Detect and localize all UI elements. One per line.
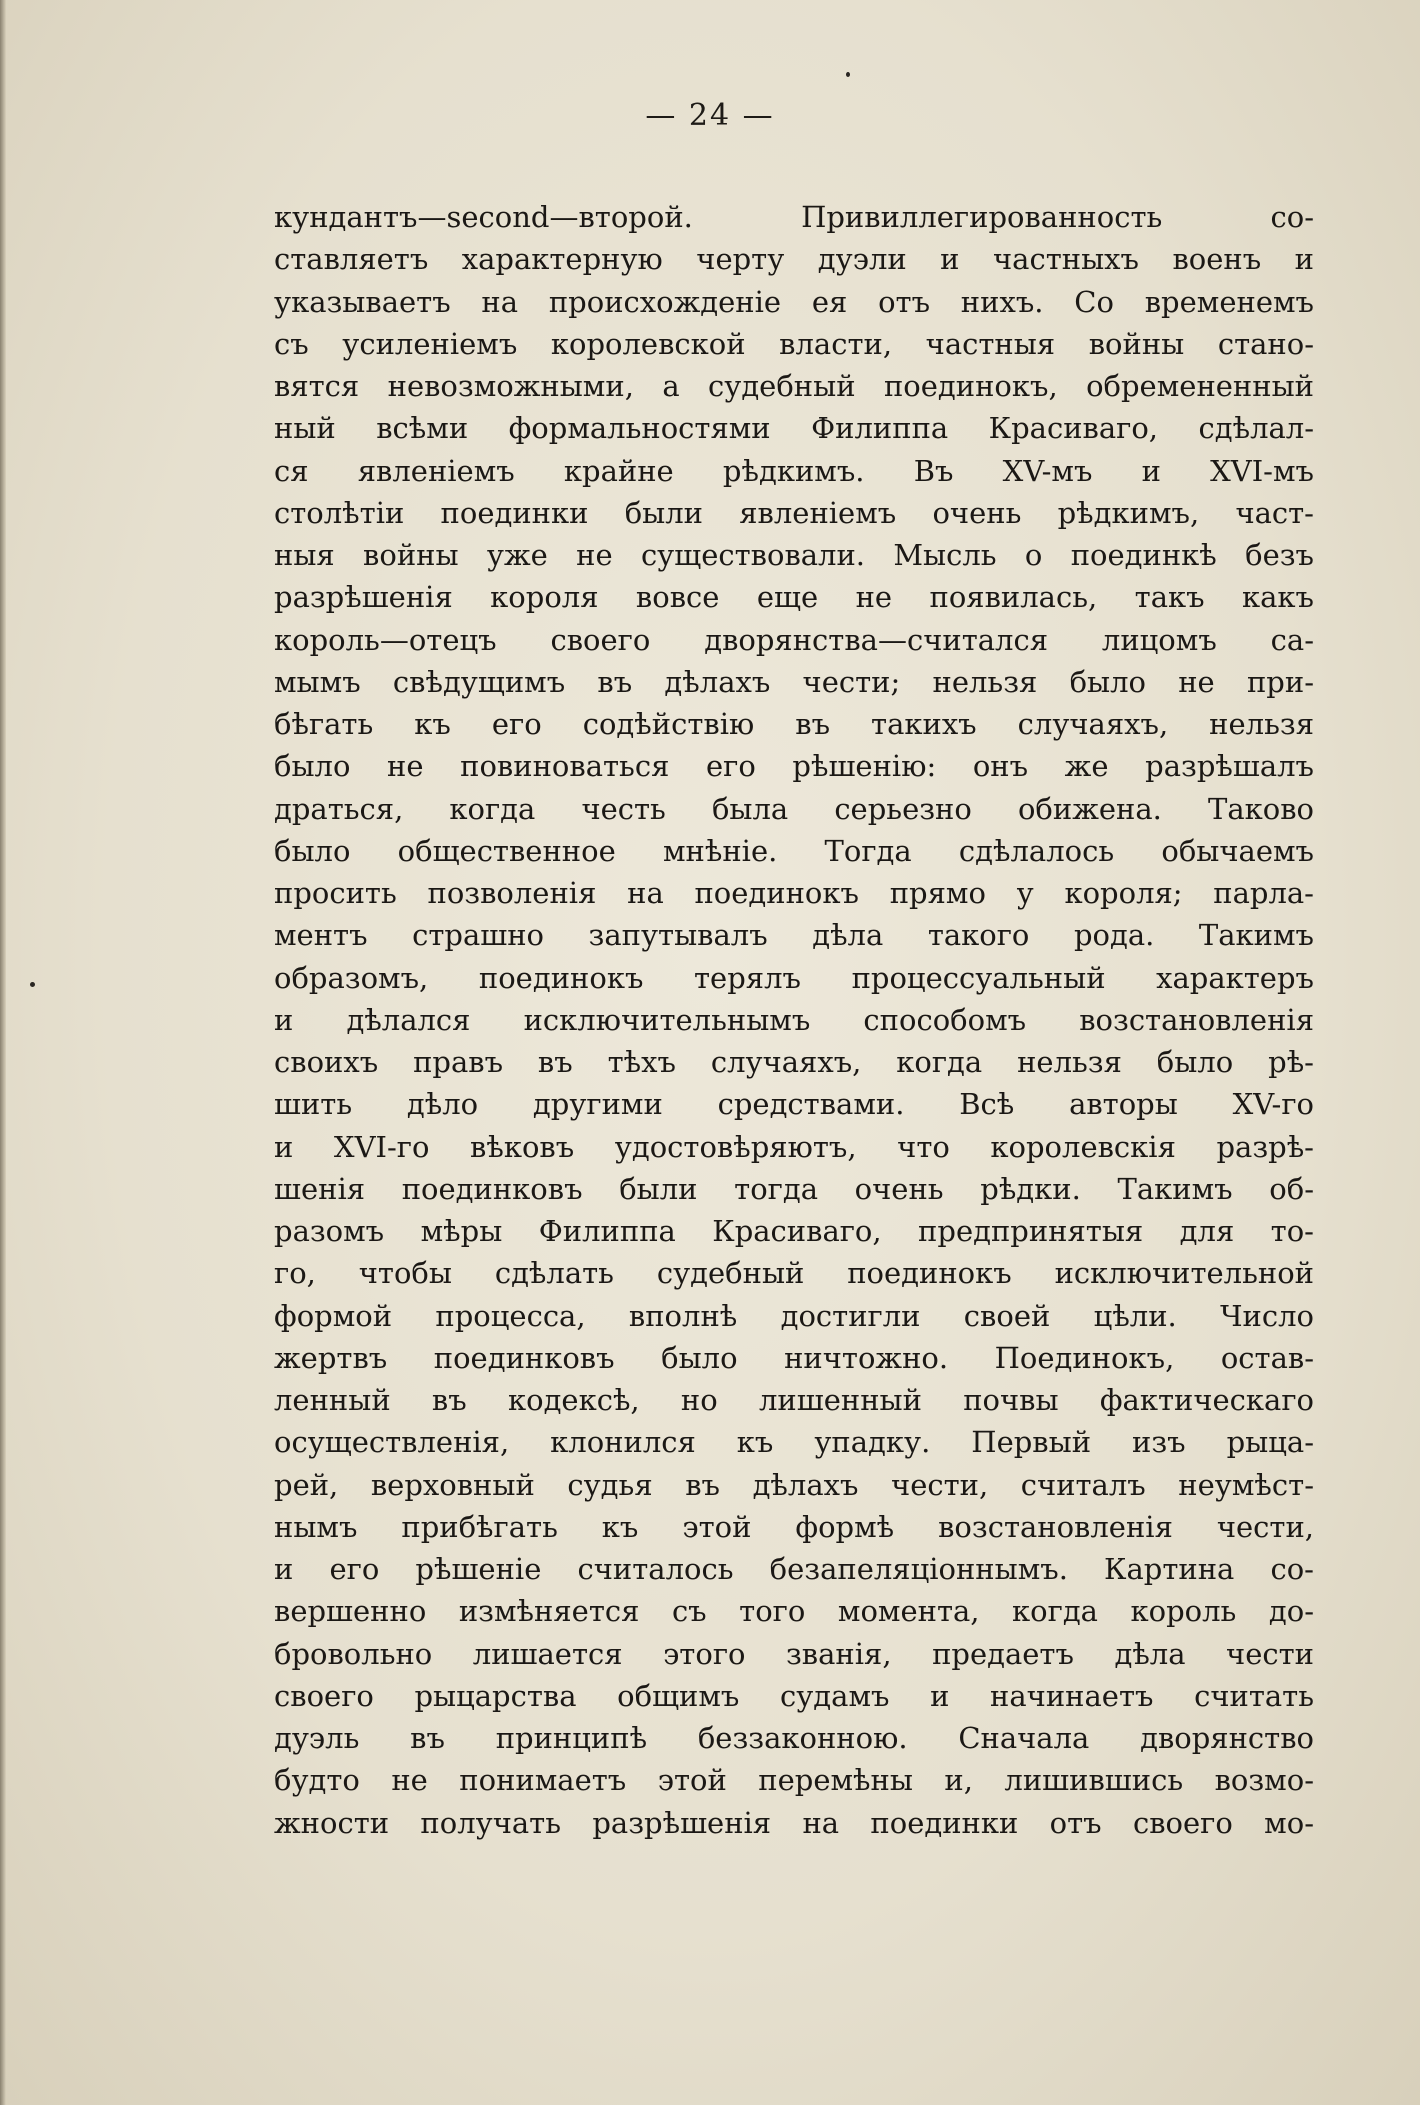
text-line: ся явленіемъ крайне рѣдкимъ. Въ XV-мъ и XVI-мъ bbox=[274, 453, 1314, 488]
paper-speck bbox=[846, 72, 850, 77]
text-line: жности получать разрѣшенія на поединки отъ своего мо- bbox=[274, 1805, 1314, 1840]
text-line: бѣгать къ его содѣйствію въ такихъ случаяхъ, нельзя bbox=[274, 707, 1314, 741]
text-line: ный всѣми формальностями Филиппа Красиваго, сдѣлал- bbox=[274, 411, 1314, 446]
text-line: бровольно лишается этого званія, предаетъ дѣла чести bbox=[274, 1636, 1314, 1671]
text-line: образомъ, поединокъ терялъ процессуальный характеръ bbox=[274, 960, 1314, 995]
text-line: дуэль въ принципѣ беззаконною. Сначала дворянство bbox=[274, 1721, 1314, 1755]
text-line: было общественное мнѣніе. Тогда сдѣлалось обычаемъ bbox=[274, 833, 1314, 868]
text-line: формой процесса, вполнѣ достигли своей цѣли. Число bbox=[274, 1298, 1314, 1333]
text-line: своихъ правъ въ тѣхъ случаяхъ, когда нельзя было рѣ- bbox=[274, 1045, 1314, 1079]
text-line: рей, верховный судья въ дѣлахъ чести, считалъ неумѣст- bbox=[274, 1467, 1314, 1502]
text-line: указываетъ на происхожденіе ея отъ нихъ. Со временемъ bbox=[274, 284, 1314, 319]
text-line: кундантъ—second—второй. Привиллегированность со- bbox=[274, 200, 1314, 234]
text-line: го, чтобы сдѣлать судебный поединокъ исключительной bbox=[274, 1256, 1314, 1291]
text-line: шенія поединковъ были тогда очень рѣдки. Такимъ об- bbox=[274, 1171, 1314, 1206]
text-line: было не повиноваться его рѣшенію: онъ же разрѣшалъ bbox=[274, 749, 1314, 784]
paper-speck bbox=[30, 982, 35, 987]
text-line: вятся невозможными, а судебный поединокъ, обремененный bbox=[274, 369, 1314, 403]
text-line: ставляетъ характерную черту дуэли и частныхъ военъ и bbox=[274, 242, 1314, 277]
page-binding-edge bbox=[0, 0, 6, 2105]
text-line: разомъ мѣры Филиппа Красиваго, предпринятыя для то- bbox=[274, 1214, 1314, 1248]
text-line: и XVI-го вѣковъ удостовѣряютъ, что королевскія разрѣ- bbox=[274, 1129, 1314, 1164]
text-line: и дѣлался исключительнымъ способомъ возстановленія bbox=[274, 1002, 1314, 1037]
text-line: будто не понимаетъ этой перемѣны и, лишившись возмо- bbox=[274, 1763, 1314, 1798]
text-line: король—отецъ своего дворянства—считался лицомъ са- bbox=[274, 622, 1314, 657]
text-line: разрѣшенія короля вовсе еще не появилась, такъ какъ bbox=[274, 580, 1314, 615]
text-line: драться, когда честь была серьезно обижена. Таково bbox=[274, 791, 1314, 826]
text-line: столѣтіи поединки были явленіемъ очень рѣдкимъ, част- bbox=[274, 495, 1314, 530]
text-line: ленный въ кодексѣ, но лишенный почвы фактическаго bbox=[274, 1383, 1314, 1417]
text-line: нымъ прибѣгать къ этой формѣ возстановленія чести, bbox=[274, 1509, 1314, 1544]
body-text bbox=[274, 196, 1314, 1844]
text-line: мымъ свѣдущимъ въ дѣлахъ чести; нельзя было не при- bbox=[274, 664, 1314, 699]
text-line: ментъ страшно запутывалъ дѣла такого рода. Такимъ bbox=[274, 918, 1314, 953]
page-number: — 24 — bbox=[645, 98, 775, 133]
text-line: ныя войны уже не существовали. Мысль о поединкѣ безъ bbox=[274, 538, 1314, 572]
text-line: своего рыцарства общимъ судамъ и начинаетъ считать bbox=[274, 1678, 1314, 1713]
text-line: осуществленія, клонился къ упадку. Первый изъ рыца- bbox=[274, 1425, 1314, 1460]
text-line: съ усиленіемъ королевской власти, частныя войны стано- bbox=[274, 326, 1314, 361]
text-line: жертвъ поединковъ было ничтожно. Поединокъ, остав- bbox=[274, 1340, 1314, 1375]
text-line: просить позволенія на поединокъ прямо у короля; парла- bbox=[274, 876, 1314, 910]
text-line: вершенно измѣняется съ того момента, когда король до- bbox=[274, 1594, 1314, 1629]
text-line: и его рѣшеніе считалось безапеляціоннымъ. Картина со- bbox=[274, 1552, 1314, 1586]
text-line: шить дѣло другими средствами. Всѣ авторы XV-го bbox=[274, 1087, 1314, 1122]
